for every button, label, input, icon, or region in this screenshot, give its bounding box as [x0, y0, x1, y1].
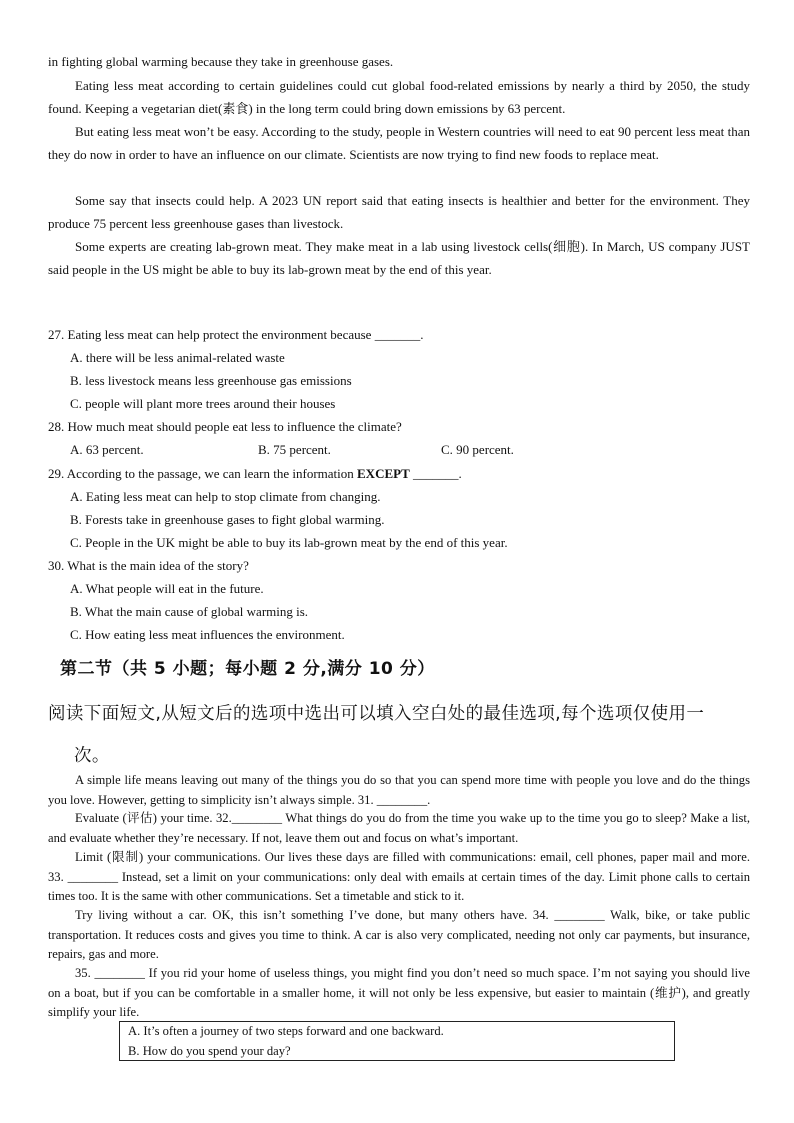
- question-29-except-word: EXCEPT: [357, 466, 410, 481]
- question-30-option-a: A. What people will eat in the future.: [70, 581, 264, 596]
- question-29-option-a: A. Eating less meat can help to stop climate from changing.: [70, 489, 381, 504]
- section-2-paragraph-3: Limit (限制) your communications. Our lives these days are filled with communications: email, cell phones, paper mail and more. 33. ________ Instead, set a limit on your communications: only deal with emails at certain times of the day. Limit phone calls to certain times too. It is the same with other communications. Set a timetable and stick to it.: [48, 850, 750, 903]
- question-28-option-a: A. 63 percent.: [70, 442, 144, 457]
- question-29-stem-text: 29. According to the passage, we can learn the information: [48, 466, 358, 481]
- question-27-option-c: C. people will plant more trees around their houses: [70, 396, 336, 411]
- section-2-option-b: B. How do you spend your day?: [128, 1043, 291, 1058]
- section-2-title: 第二节（共 5 小题；每小题 2 分,满分 10 分）: [60, 659, 435, 679]
- question-29-option-b: B. Forests take in greenhouse gases to fight global warming.: [70, 512, 385, 527]
- passage-paragraph-1: Eating less meat according to certain guidelines could cut global food-related emissions by nearly a third by 2050, the study found. Keeping a vegetarian diet(素食) in the long term could bring down emissions by 63 percent.: [48, 78, 750, 117]
- section-2-paragraph-5: 35. ________ If you rid your home of useless things, you might find you don’t need so much space. I’m not saying you should live on a boat, but if you can be comfortable in a smaller home, it will not only be less expensive, but easier to maintain (维护), and greatly simplify your life.: [48, 966, 750, 1019]
- section-2-instruction-line-2: 次。: [74, 746, 110, 766]
- question-30-stem: 30. What is the main idea of the story?: [48, 558, 249, 573]
- question-28-option-b: B. 75 percent.: [258, 442, 331, 457]
- section-2-paragraph-1: A simple life means leaving out many of the things you do so that you can spend more time with people you love and do the things you love. However, getting to simplicity isn’t always simple. 31. ________.: [48, 773, 750, 807]
- passage-paragraph-4: Some experts are creating lab-grown meat. They make meat in a lab using livestock cells(细胞). In March, US company JUST said people in the US might be able to buy its lab-grown meat by the end of this year.: [48, 239, 750, 278]
- section-2-instruction-line-1: 阅读下面短文,从短文后的选项中选出可以填入空白处的最佳选项,每个选项仅使用一: [48, 704, 705, 724]
- question-29-stem-blank: _______.: [409, 466, 462, 481]
- passage-continuation-line: in fighting global warming because they take in greenhouse gases.: [48, 54, 394, 69]
- section-2-instruction: [48, 693, 758, 777]
- section-2-option-a: A. It’s often a journey of two steps forward and one backward.: [128, 1024, 444, 1038]
- passage-paragraph-2: But eating less meat won’t be easy. According to the study, people in Western countries will need to eat 90 percent less meat than they do now in order to have an influence on our climate. Scientists are now trying to find new foods to replace meat.: [48, 124, 750, 163]
- question-28-option-c: C. 90 percent.: [441, 442, 514, 457]
- question-27-option-b: B. less livestock means less greenhouse gas emissions: [70, 373, 352, 388]
- question-30-option-b: B. What the main cause of global warming is.: [70, 604, 309, 619]
- question-29-option-c: C. People in the UK might be able to buy its lab-grown meat by the end of this year.: [70, 535, 508, 550]
- question-29-stem: [48, 462, 750, 485]
- question-27-option-a: A. there will be less animal-related waste: [70, 350, 285, 365]
- question-30-option-c: C. How eating less meat influences the environment.: [70, 627, 345, 642]
- question-27-stem: 27. Eating less meat can help protect the environment because _______.: [48, 327, 424, 342]
- passage-paragraph-3: Some say that insects could help. A 2023 UN report said that eating insects is healthier and better for the environment. They produce 75 percent less greenhouse gases than livestock.: [48, 193, 750, 232]
- section-2-paragraph-2: Evaluate (评估) your time. 32.________ What things do you do from the time you wake up to the time you go to sleep? Make a list, and evaluate whether they’re necessary. If not, leave them out and focus on what’s important.: [48, 811, 750, 845]
- question-28-stem: 28. How much meat should people eat less to influence the climate?: [48, 419, 402, 434]
- section-2-options-box: [119, 1021, 675, 1061]
- section-2-paragraph-4: Try living without a car. OK, this isn’t something I’ve done, but many others have. 34. ________ Walk, bike, or take public transportation. It reduces costs and gives you time to think. A car is also very complicated, needing not only car payments, but insurance, repairs, gas and more.: [48, 908, 750, 961]
